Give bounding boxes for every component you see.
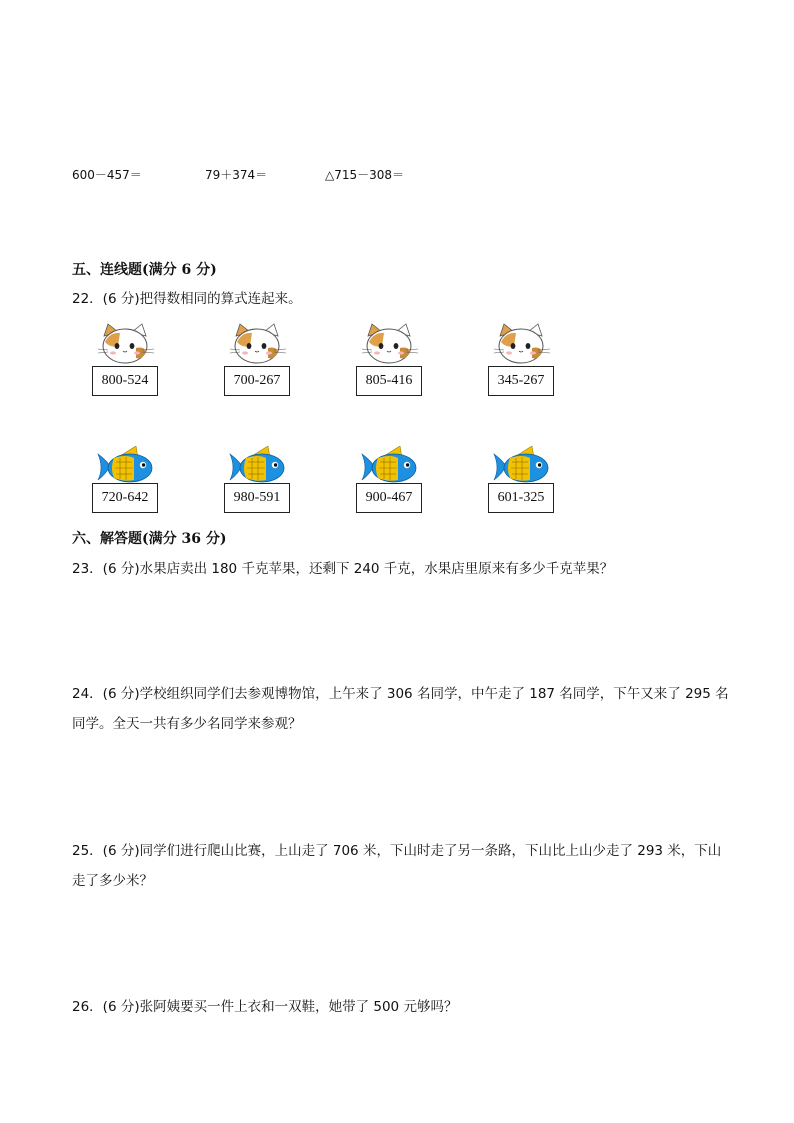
cat-face-icon [360,322,422,366]
question-25-line-1: 25．(6 分)同学们进行爬山比赛，上山走了 706 米，下山时走了另一条路，下山比上山少走了 293 米，下山 [72,843,722,859]
question-25-line-2: 走了多少米？ [72,873,153,889]
fish-card[interactable] [338,446,466,524]
question-23: 23．(6 分)水果店卖出 180 千克苹果，还剩下 240 千克，水果店里原来有多少千克苹果？ [72,561,614,577]
question-25 [72,836,732,896]
question-24-line-2: 同学。全天一共有多少名同学来参观？ [72,716,302,732]
cat-expression-4: 345-267 [488,366,554,396]
question-26: 26．(6 分)张阿姨要买一件上衣和一双鞋，她带了 500 元够吗？ [72,999,458,1015]
cat-face-icon [492,322,554,366]
cat-expression-3: 805-416 [356,366,422,396]
cat-expression-2: 700-267 [224,366,290,396]
question-24-line-1: 24．(6 分)学校组织同学们去参观博物馆，上午来了 306 名同学，中午走了 187 名同学，下午又来了 295 名 [72,686,729,702]
fish-expression-4: 601-325 [488,483,554,513]
fish-icon [360,446,422,486]
cat-card[interactable] [74,322,202,400]
cat-expression-1: 800-524 [92,366,158,396]
fish-expression-3: 900-467 [356,483,422,513]
cat-card[interactable] [338,322,466,400]
fish-icon [96,446,158,486]
cat-card[interactable] [206,322,334,400]
section-5-title: 五、连线题(满分 6 分) [72,262,217,278]
matching-area [74,316,579,520]
section-6-title: 六、解答题(满分 36 分) [72,531,227,547]
fish-card[interactable] [74,446,202,524]
fish-card[interactable] [470,446,598,524]
fish-icon [228,446,290,486]
fish-expression-1: 720-642 [92,483,158,513]
fish-icon [492,446,554,486]
question-22: 22．(6 分)把得数相同的算式连起来。 [72,291,302,307]
question-24 [72,679,732,739]
equation-2: 79＋374＝ [205,168,268,182]
cat-card[interactable] [470,322,598,400]
equation-3: △715－308＝ [325,168,405,182]
equation-1: 600－457＝ [72,168,142,182]
fish-card[interactable] [206,446,334,524]
cat-face-icon [228,322,290,366]
fish-expression-2: 980-591 [224,483,290,513]
cat-face-icon [96,322,158,366]
